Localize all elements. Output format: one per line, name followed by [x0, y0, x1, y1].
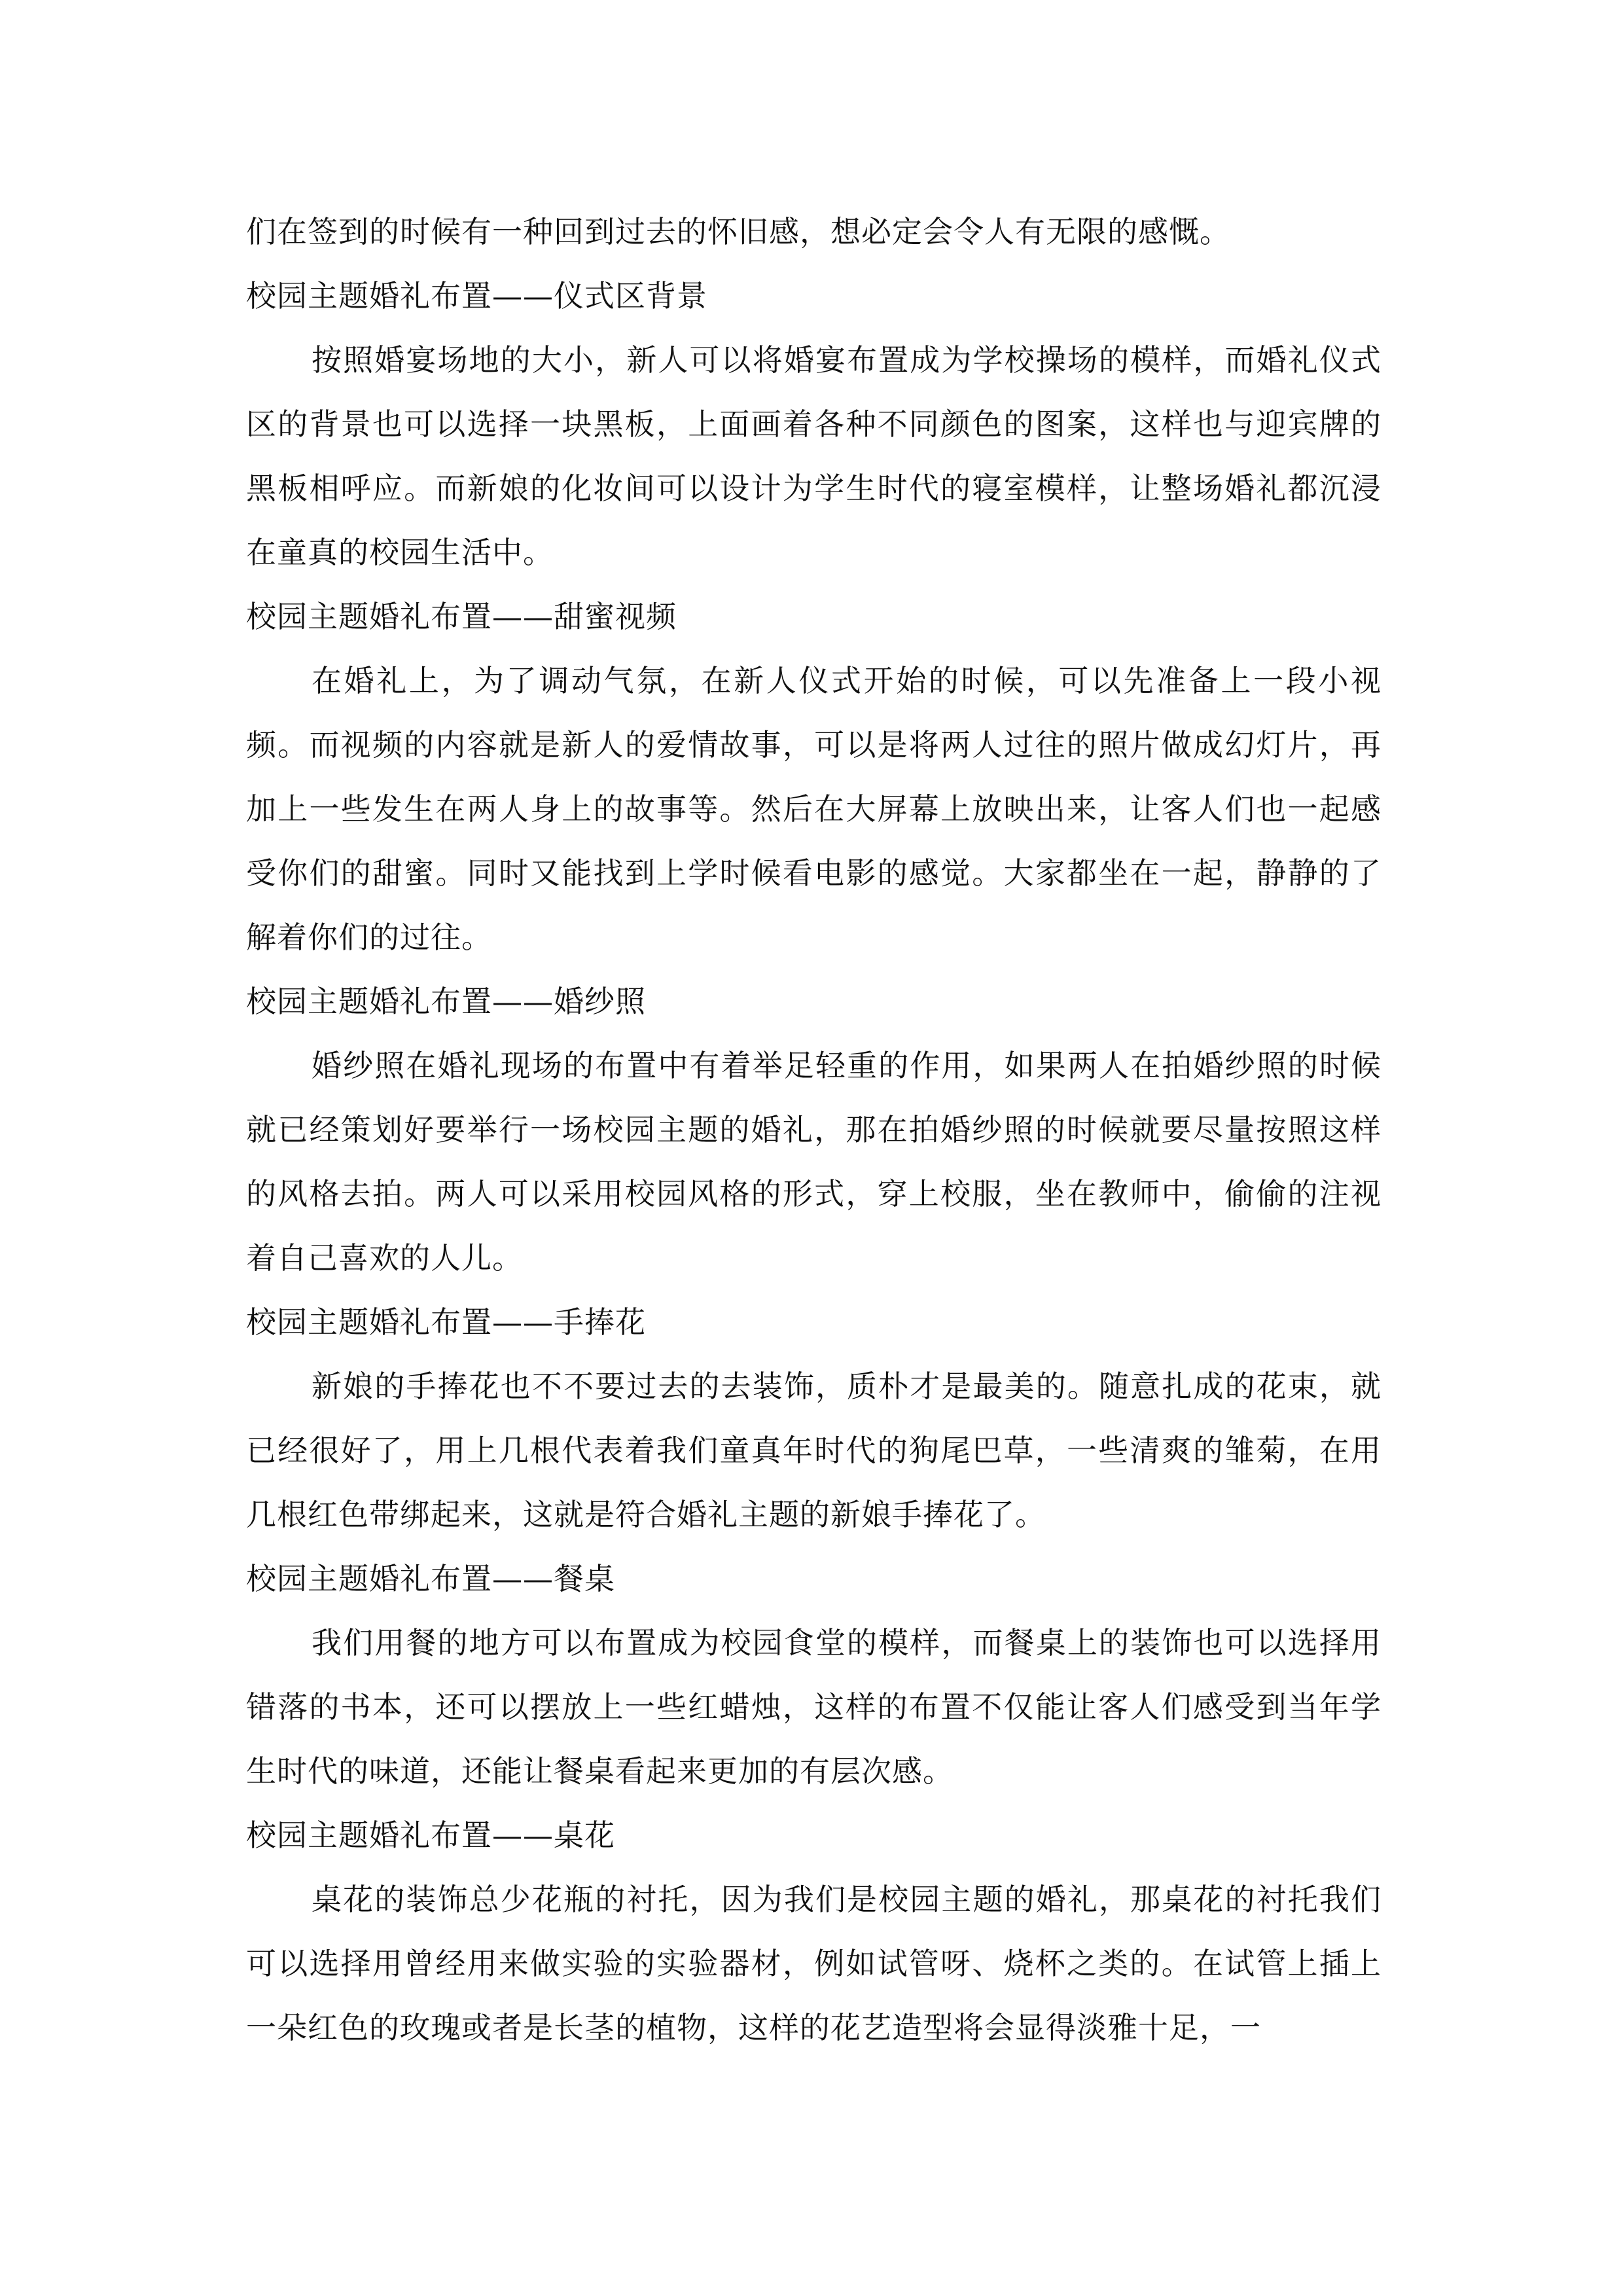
paragraph-sweet-video: 在婚礼上，为了调动气氛，在新人仪式开始的时候，可以先准备上一段小视频。而视频的内容就是新人的爱情故事，可以是将两人过往的照片做成幻灯片，再加上一些发生在两人身上的故事等。然后在大屏幕上放映出来，让客人们也一起感受你们的甜蜜。同时又能找到上学时候看电影的感觉。大家都坐在一起，静静的了解着你们的过往。: [246, 663, 1382, 955]
paragraph-ceremony-backdrop: 按照婚宴场地的大小，新人可以将婚宴布置成为学校操场的模样，而婚礼仪式区的背景也可以选择一块黑板，上面画着各种不同颜色的图案，这样也与迎宾牌的黑板相呼应。而新娘的化妆间可以设计为学生时代的寝室模样，让整场婚礼都沉浸在童真的校园生活中。: [246, 342, 1382, 570]
section-heading-bouquet: 校园主题婚礼布置——手捧花: [246, 1304, 646, 1340]
paragraph-bouquet: 新娘的手捧花也不不要过去的去装饰，质朴才是最美的。随意扎成的花束，就已经很好了，用上几根代表着我们童真年时代的狗尾巴草，一些清爽的雏菊，在用几根红色带绑起来，这就是符合婚礼主题的新娘手捧花了。: [246, 1369, 1382, 1532]
section-heading-wedding-photos: 校园主题婚礼布置——婚纱照: [246, 984, 646, 1019]
section-heading-sweet-video: 校园主题婚礼布置——甜蜜视频: [246, 599, 677, 634]
paragraph-table-flowers: 桌花的装饰总少花瓶的衬托，因为我们是校园主题的婚礼，那桌花的衬托我们可以选择用曾经用来做实验的实验器材，例如试管呀、烧杯之类的。在试管上插上一朵红色的玫瑰或者是长茎的植物，这样的花艺造型将会显得淡雅十足，一: [246, 1882, 1382, 2045]
section-heading-ceremony-backdrop: 校园主题婚礼布置——仪式区背景: [246, 278, 707, 314]
section-heading-table-flowers: 校园主题婚礼布置——桌花: [246, 1818, 615, 1853]
paragraph-dining-table: 我们用餐的地方可以布置成为校园食堂的模样，而餐桌上的装饰也可以选择用错落的书本，还可以摆放上一些红蜡烛，这样的布置不仅能让客人们感受到当年学生时代的味道，还能让餐桌看起来更加的有层次感。: [246, 1625, 1382, 1789]
paragraph-continuation: 们在签到的时候有一种回到过去的怀旧感，想必定会令人有无限的感慨。: [246, 214, 1230, 249]
section-heading-dining-table: 校园主题婚礼布置——餐桌: [246, 1561, 615, 1596]
document-body: [246, 200, 1382, 2060]
paragraph-wedding-photos: 婚纱照在婚礼现场的布置中有着举足轻重的作用，如果两人在拍婚纱照的时候就已经策划好要举行一场校园主题的婚礼，那在拍婚纱照的时候就要尽量按照这样的风格去拍。两人可以采用校园风格的形式，穿上校服，坐在教师中，偷偷的注视着自己喜欢的人儿。: [246, 1048, 1382, 1276]
